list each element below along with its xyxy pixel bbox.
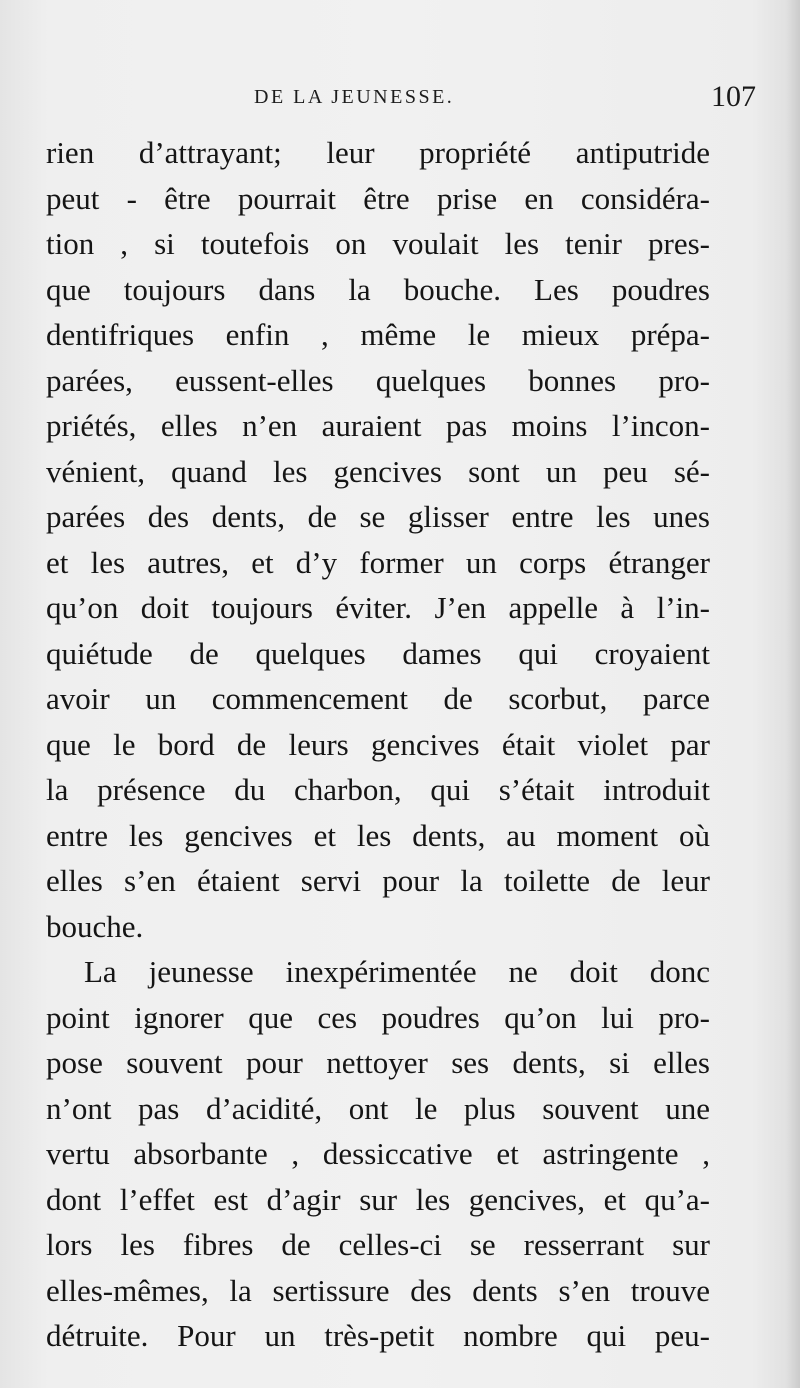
text-line: dont l’effet est d’agir sur les gencives, et qu’a-	[46, 1181, 710, 1217]
text-line: elles-mêmes, la sertissure des dents s’en trouve	[46, 1272, 710, 1308]
text-line: dentifriques enfin , même le mieux prépa-	[46, 317, 710, 352]
text-line: détruite. Pour un très-petit nombre qui peu-	[46, 1318, 710, 1353]
text-line: vertu absorbante , dessiccative et astringente ,	[46, 1136, 710, 1171]
text-line: rien d’attrayant; leur propriété antiputride	[46, 135, 710, 170]
text-line: tion , si toutefois on voulait les tenir pres-	[46, 226, 710, 261]
text-line: avoir un commencement de scorbut, parce	[46, 681, 710, 716]
page-number: 107	[711, 80, 756, 113]
text-line: priétés, elles n’en auraient pas moins l’incon-	[46, 408, 710, 443]
body-text	[46, 130, 710, 1359]
text-line: quiétude de quelques dames qui croyaient	[46, 635, 710, 671]
text-line: n’ont pas d’acidité, ont le plus souvent une	[46, 1090, 710, 1126]
paragraph-1	[46, 130, 710, 949]
text-line: entre les gencives et les dents, au moment où	[46, 817, 710, 853]
text-line: la présence du charbon, qui s’était introduit	[46, 772, 710, 807]
paragraph-2	[46, 949, 710, 1359]
text-line: elles s’en étaient servi pour la toilette de leur	[46, 863, 710, 898]
text-line: point ignorer que ces poudres qu’on lui pro-	[46, 999, 710, 1035]
text-line: peut - être pourrait être prise en considéra-	[46, 180, 710, 216]
text-line: que le bord de leurs gencives était violet par	[46, 726, 710, 762]
text-line: et les autres, et d’y former un corps étranger	[46, 544, 710, 580]
text-line: que toujours dans la bouche. Les poudres	[46, 271, 710, 307]
text-line: pose souvent pour nettoyer ses dents, si elles	[46, 1045, 710, 1080]
text-line: lors les fibres de celles-ci se resserrant sur	[46, 1227, 710, 1262]
text-line: parées des dents, de se glisser entre les unes	[46, 499, 710, 534]
text-line: parées, eussent-elles quelques bonnes pro-	[46, 362, 710, 398]
running-title: DE LA JEUNESSE.	[254, 86, 455, 108]
running-header	[48, 80, 756, 116]
text-line: qu’on doit toujours éviter. J’en appelle à l’in-	[46, 590, 710, 625]
text-line: vénient, quand les gencives sont un peu sé-	[46, 453, 710, 489]
text-line: bouche.	[46, 908, 144, 944]
text-line: La jeunesse inexpérimentée ne doit donc	[84, 954, 710, 989]
page-edge-shadow	[786, 0, 800, 1388]
